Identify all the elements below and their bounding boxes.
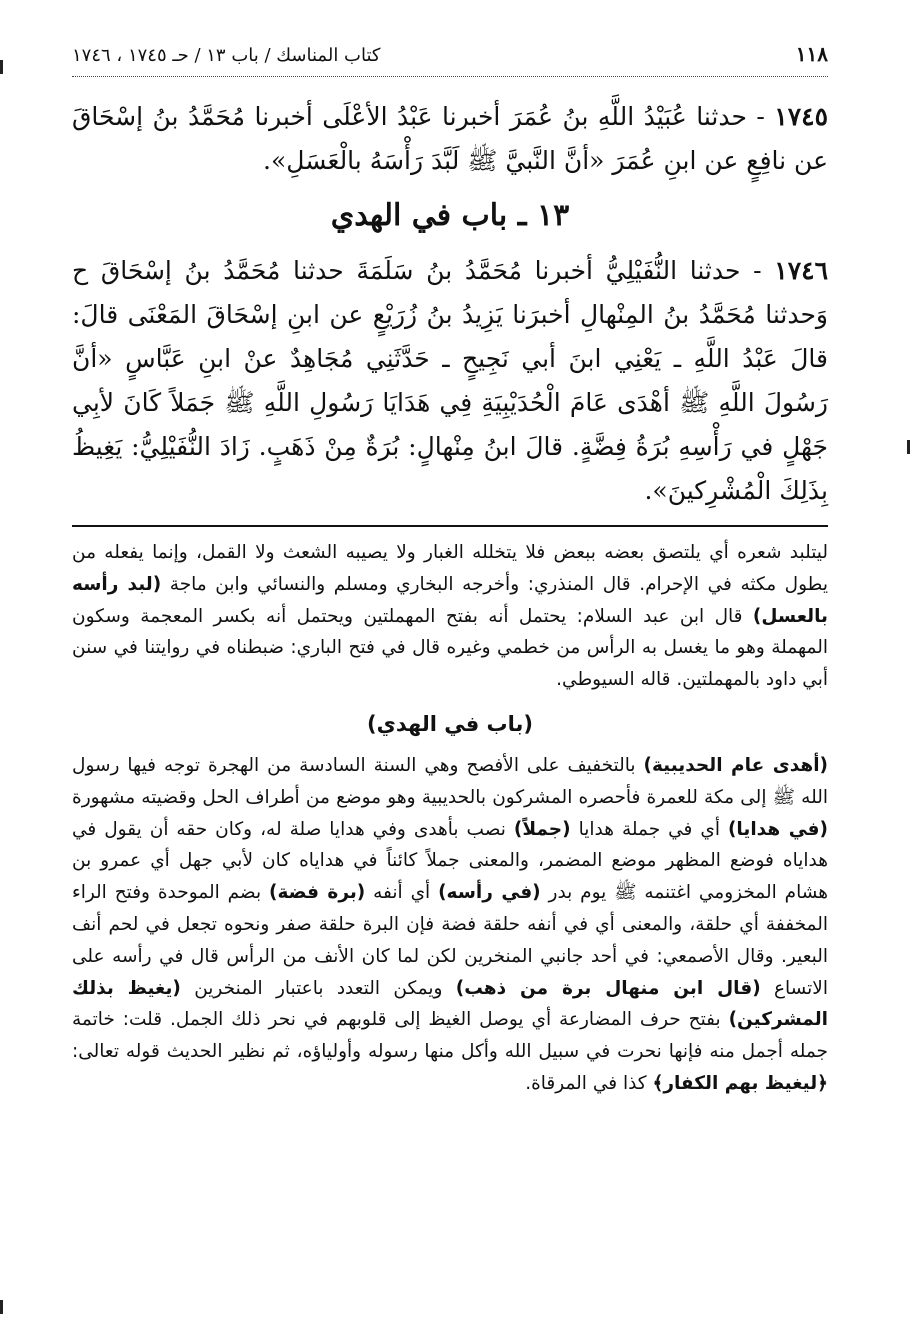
hadith-1745 [72, 95, 828, 183]
chapter-title: ١٣ ـ باب في الهدي [330, 198, 570, 233]
running-title: كتاب المناسك / باب ١٣ / حـ ١٧٤٥ ، ١٧٤٦ [72, 45, 381, 66]
commentary-2-text-4: أي أنفه [365, 882, 439, 904]
commentary-1-bold-1: (لبد رأسه بالعسل) [72, 573, 828, 627]
left-edge-mark-bottom [0, 1300, 3, 1314]
page-number: ١١٨ [795, 42, 828, 66]
hadith-number-1746: ١٧٤٦ [774, 256, 828, 285]
commentary-paragraph-1 [72, 537, 828, 696]
commentary-2-bold-4: (في رأسه) [438, 882, 541, 904]
commentary-2-bold-1: (أهدى عام الحديبية) [643, 754, 828, 776]
commentary-2-text-5: بضم الموحدة وفتح الراء المخففة أي حلقة، والمعنى أي في أنفه حلقة فضة فإن البرة حلقة صفر ونحوه تجعل في لحم أنف البعير. وقال الأصمعي: في أحد جانبي المنخرين لكن لما كان الأنف من الرأس قال في رأسه على الاتساع [72, 882, 829, 999]
commentary-2-bold-7: (يغيظ بذلك المشركين) [72, 977, 828, 1031]
commentary-1-text-2: قال ابن عبد السلام: يحتمل أنه بفتح المهملتين ويحتمل أنه بكسر المعجمة وسكون المهملة وهو ما يغسل به الرأس من خطمي وغيره قال في فتح الباري: ضبطناه في روايتنا في سنن أبي داود بالمهملتين. قاله السيوطي. [72, 605, 828, 691]
hadith-number-1745: ١٧٤٥ [774, 102, 828, 131]
commentary-heading: (باب في الهدي) [366, 711, 533, 736]
book-page [72, 40, 828, 1110]
hadith-text-1745: - حدثنا عُبَيْدُ اللَّهِ بنُ عُمَرَ أخبرنا عَبْدُ الأعْلَى أخبرنا مُحَمَّدُ بنُ إسْحَاقَ عن نافِعٍ عن ابنِ عُمَرَ «أنَّ النَّبيَّ ﷺ لَبَّدَ رَأْسَهُ بالْعَسَلِ». [72, 102, 828, 175]
commentary-2-text-7: بفتح حرف المضارعة أي يوصل الغيظ إلى قلوبهم في نحر ذلك الجمل. قلت: خاتمة جمله أجمل منه فإنها نحرت في سبيل الله وأكل منها رسوله وأولياؤه، ثم نظير الحديث قوله تعالى: [72, 1009, 828, 1063]
commentary-2-bold-6: (قال ابن منهال برة من ذهب) [455, 977, 761, 999]
hadith-1746 [72, 249, 828, 513]
page-header [72, 40, 828, 77]
commentary-2-text-6: ويمكن التعدد باعتبار المنخرين [180, 977, 456, 999]
commentary-1-text-1: ليتلبد شعره أي يلتصق بعضه ببعض فلا يتخلله الغبار ولا يصيبه الشعث ولا القمل، وإنما يفعله من يطول مكثه في الإحرام. قال المنذري: وأخرجه البخاري ومسلم والنسائي وابن ماجة [72, 542, 829, 595]
commentary-2-bold-8: ﴿ليغيظ بهم الكفار﴾ [652, 1072, 828, 1094]
hadith-text-1746: - حدثنا النُّفَيْلِيُّ أخبرنا مُحَمَّدُ بنُ سَلَمَةَ حدثنا مُحَمَّدُ بنُ إسْحَاقَ ح وَحدثنا مُحَمَّدُ بنُ المِنْهالِ أخبرَنا يَزِيدُ بنُ زُرَيْعٍ عن ابنِ إسْحَاقَ المَعْنَى قالَ: قالَ عَبْدُ اللَّهِ ـ يَعْنِي ابنَ أبي نَجِيحٍ ـ حَدَّثَنِي مُجَاهِدٌ عنْ ابنِ عَبَّاسٍ «أنَّ رَسُولَ اللَّهِ ﷺ أهْدَى عَامَ الْحُدَيْبِيَةِ فِي هَدَايَا رَسُولِ اللَّهِ ﷺ جَمَلاً كَانَ لأبِي جَهْلٍ في رَأْسِهِ بُرَةُ فِضَّةٍ. قالَ ابنُ مِنْهالٍ: بُرَةٌ مِنْ ذَهَبٍ. زَادَ النُّفَيْلِيُّ: يَغِيظُ بِذَلِكَ الْمُشْرِكينَ». [72, 256, 828, 505]
commentary-2-text-1: بالتخفيف على الأفصح وهي السنة السادسة من الهجرة توجه فيها رسول الله ﷺ إلى مكة للعمرة فأحصره المشركون بالحديبية وهو موضع من أطراف الحل وقضيته مشهورة [72, 754, 828, 808]
commentary-2-bold-2: (في هدايا) [727, 818, 828, 840]
commentary-2-text-2: أي في جملة هدايا [570, 818, 728, 840]
commentary-2-bold-3: (جملاً) [513, 818, 571, 840]
left-edge-mark-top [0, 60, 3, 74]
commentary-2-text-8: كذا في المرقاة. [525, 1072, 653, 1094]
commentary-2-text-3: نصب بأهدى وفي هدايا صلة له، وكان حقه أن يقول في هداياه فوضع المظهر موضع المضمر، والمعنى جملاً كائناً في هداياه كان لأبي جهل أي عمرو بن هشام المخزومي اغتنمه ﷺ يوم بدر [72, 818, 828, 904]
commentary-paragraph-2 [72, 750, 828, 1100]
commentary-2-bold-5: (برة فضة) [268, 882, 366, 904]
footnote-separator [72, 525, 828, 527]
